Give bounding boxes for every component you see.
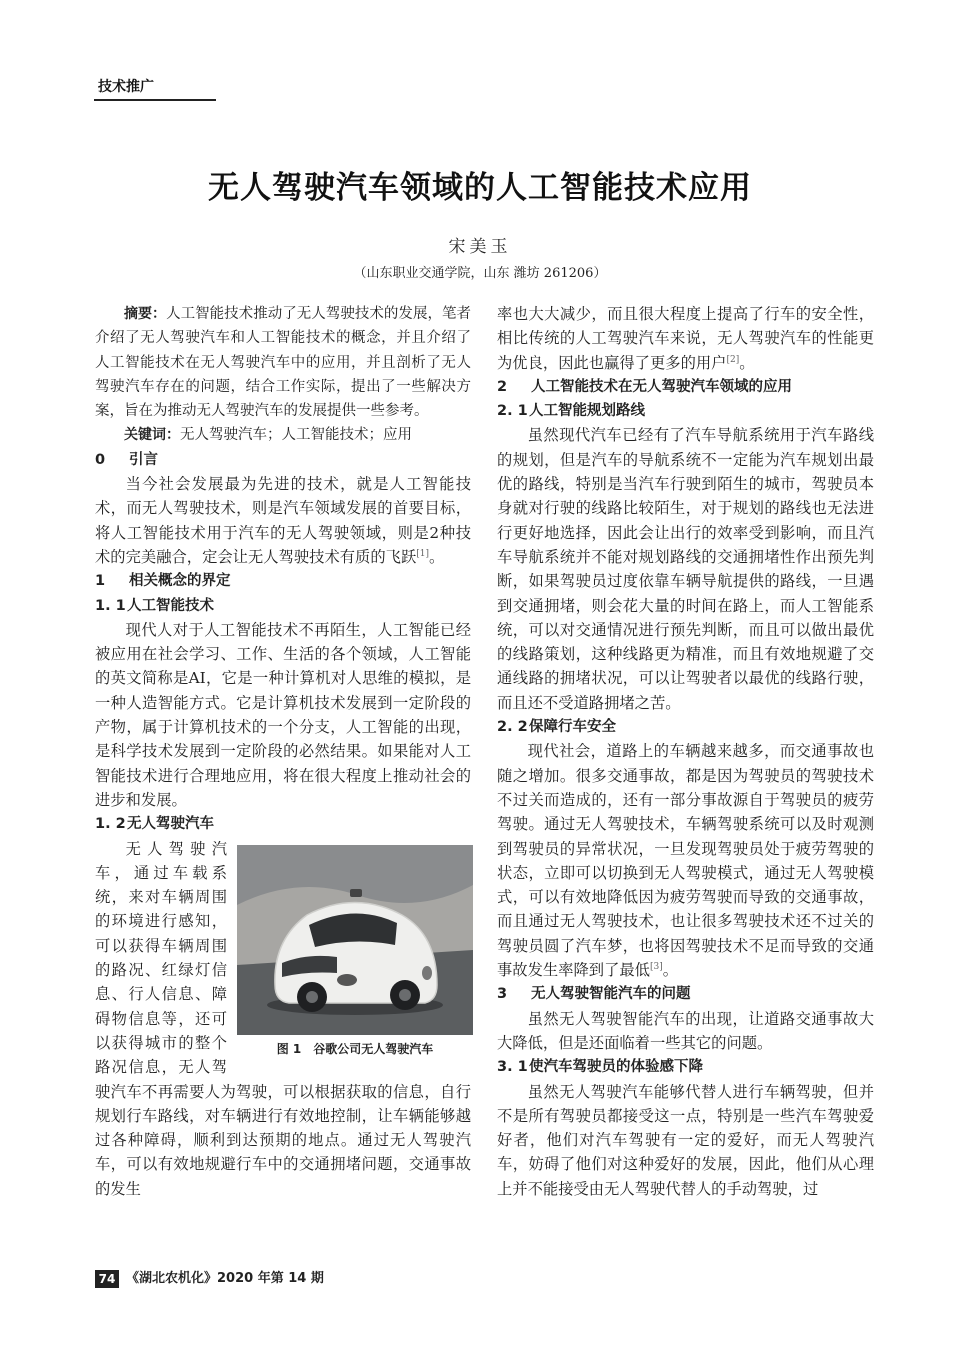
heading-0	[95, 448, 471, 472]
heading-text: 使汽车驾驶员的体验感下降	[529, 1059, 703, 1076]
heading-number: 1. 1	[95, 597, 126, 614]
heading-number: 0	[95, 451, 106, 468]
paragraph-safety	[497, 739, 874, 982]
heading-number: 1	[95, 573, 106, 590]
left-column	[95, 302, 471, 1201]
author-affiliation: （山东职业交通学院，山东 潍坊 261206）	[353, 266, 607, 281]
paragraph-driverless-cont	[497, 302, 874, 375]
paragraph-text: 现代社会，道路上的车辆越来越多，而交通事故也随之增加。很多交通事故，都是因为驾驶员的驾驶技术不过关而造成的，还有一部分事故源自于驾驶员的疲劳驾驶。通过无人驾驶技术，车辆驾驶系统可以及时观测到驾驶员的异常状况，一旦发现驾驶员处于疲劳驾驶的状态，立即可以切换到无人驾驶模式，通过无人驾驶模式，可以有效地降低因为疲劳驾驶而导致的交通事故，而且通过无人驾驶技术，也让很多驾驶技术还不过关的驾驶员圆了汽车梦，也将因驾驶技术不足而导致的交通事故发生率降到了最低	[497, 742, 874, 980]
heading-3-1	[497, 1055, 874, 1079]
paragraph-experience: 虽然无人驾驶汽车能够代替人进行车辆驾驶，但并不是所有驾驶员都接受这一点，特别是一些汽车驾驶爱好者，他们对汽车驾驶有一定的爱好，而无人驾驶汽车，妨碍了他们对这种爱好的发展，因此，他们从心理上并不能接受由无人驾驶代替人的手动驾驶，过	[497, 1082, 874, 1198]
abstract-label: 摘要：	[124, 306, 167, 322]
heading-text: 人工智能规划路线	[529, 403, 645, 420]
self-driving-car-photo	[237, 845, 473, 1035]
heading-number: 2	[497, 378, 508, 395]
heading-2-1	[497, 399, 874, 423]
heading-number: 1. 2	[95, 816, 126, 833]
paragraph-ai: 现代人对于人工智能技术不再陌生，人工智能已经被应用在社会学习、工作、生活的各个领域，人工智能的英文简称是AI，它是一种计算机对人思维的模拟，是一种人造智能方式。它是计算机技术发展到一定阶段的产物，属于计算机技术的一个分支，人工智能的出现，是科学技术发展到一定阶段的必然结果。如果能对人工智能技术进行合理地应用，将在很大程度上推动社会的进步和发展。	[95, 620, 471, 809]
heading-text: 无人驾驶汽车	[127, 816, 214, 833]
heading-text: 人工智能技术在无人驾驶汽车领域的应用	[531, 378, 792, 395]
abstract	[95, 302, 471, 423]
paragraph-end: 。	[429, 547, 445, 566]
heading-text: 无人驾驶智能汽车的问题	[531, 986, 691, 1003]
citation-ref[interactable]: [2]	[726, 354, 740, 365]
heading-3	[497, 982, 874, 1006]
paragraph-end: 。	[662, 961, 679, 980]
citation-ref[interactable]: [1]	[416, 548, 429, 559]
heading-1	[95, 569, 471, 593]
continued-text: 率也大大减少，而且很大程度上提高了行车的安全性，相比传统的人工驾驶汽车来说，无人驾驶汽车的性能更为优良，因此也赢得了更多的用户	[497, 305, 874, 372]
heading-text: 相关概念的界定	[129, 573, 231, 590]
heading-text: 人工智能技术	[127, 597, 214, 614]
paragraph-problems: 虽然无人驾驶智能汽车的出现，让道路交通事故大大降低，但是还面临着一些其它的问题。	[497, 1009, 874, 1052]
right-column	[497, 302, 874, 1201]
keywords	[95, 423, 471, 447]
paragraph-intro	[95, 472, 471, 569]
keywords-label: 关键词：	[124, 427, 180, 444]
heading-text: 引言	[129, 451, 158, 468]
heading-2-2	[497, 715, 874, 739]
author-name: 宋美玉	[448, 237, 512, 257]
paragraph-route-planning: 虽然现代汽车已经有了汽车导航系统用于汽车路线的规划，但是汽车的导航系统不一定能为汽车规划出最优的路线，特别是当汽车行驶到陌生的城市，驾驶员本身就对行驶的线路比较陌生，对于规划的路线也无法进行更好地选择，因此会让出行的效率受到影响，而且汽车导航系统并不能对规划路线的交通拥堵性作出预先判断，如果驾驶员过度依靠车辆导航提供的路线，一旦遇到交通拥堵，则会花大量的时间在路上，而人工智能系统，可以对交通情况进行预先判断，而且可以做出最优的线路策划，这种线路更为精准，而且有效地规避了交通线路的拥堵状况，可以让驾驶者以最优的线路行驶，而且还不受道路拥堵之苦。	[497, 426, 874, 712]
heading-number: 2. 1	[497, 403, 528, 420]
section-rule	[94, 99, 216, 101]
page-number: 74	[95, 1270, 119, 1288]
heading-number: 3. 1	[497, 1059, 528, 1076]
article-title: 无人驾驶汽车领域的人工智能技术应用	[208, 170, 752, 206]
heading-1-1	[95, 594, 471, 618]
heading-number: 2. 2	[497, 719, 528, 736]
section-tag: 技术推广	[98, 79, 154, 95]
heading-2	[497, 375, 874, 399]
figure-caption: 图 1 谷歌公司无人驾驶汽车	[276, 1041, 434, 1056]
paragraph-text: 当今社会发展最为先进的技术，就是人工智能技术，而无人驾驶技术，则是汽车领域发展的首要目标，将人工智能技术用于汽车的无人驾驶领域，则是2种技术的完美融合，定会让无人驾驶技术有质的飞跃	[95, 475, 471, 566]
paragraph-text: 无人驾驶汽车，通过车载系统，来对车辆周围的环境进行感知，可以获得车辆周围的路况、红绿灯信息、行人信息、障碍物信息等，还可以获得城市的整个路况信息，无人驾驶汽车不再需要人为驾驶，可以根据获取的信息，自行规划行车路线，对车辆进行有效地控制，让车辆能够越过各种障碍，顺利到达预期的地点。通过无人驾驶汽车，可以有效地规避行车中的交通拥堵问题，交通事故的发生	[95, 839, 471, 1198]
heading-text: 保障行车安全	[529, 719, 616, 736]
heading-1-2	[95, 812, 471, 836]
keywords-text: 无人驾驶汽车；人工智能技术；应用	[180, 427, 412, 444]
figure-1	[237, 845, 473, 1067]
citation-ref[interactable]: [3]	[649, 961, 663, 972]
abstract-text: 人工智能技术推动了无人驾驶技术的发展，笔者介绍了无人驾驶汽车和人工智能技术的概念，并且介绍了人工智能技术在无人驾驶汽车中的应用，并且剖析了无人驾驶汽车存在的问题，结合工作实际，提出了一些解决方案，旨在为推动无人驾驶汽车的发展提供一些参考。	[95, 306, 472, 420]
journal-name: 《湖北农机化》2020 年第 14 期	[126, 1271, 324, 1286]
car-illustration	[237, 845, 473, 1035]
heading-number: 3	[497, 986, 508, 1003]
paragraph-end: 。	[739, 353, 755, 372]
